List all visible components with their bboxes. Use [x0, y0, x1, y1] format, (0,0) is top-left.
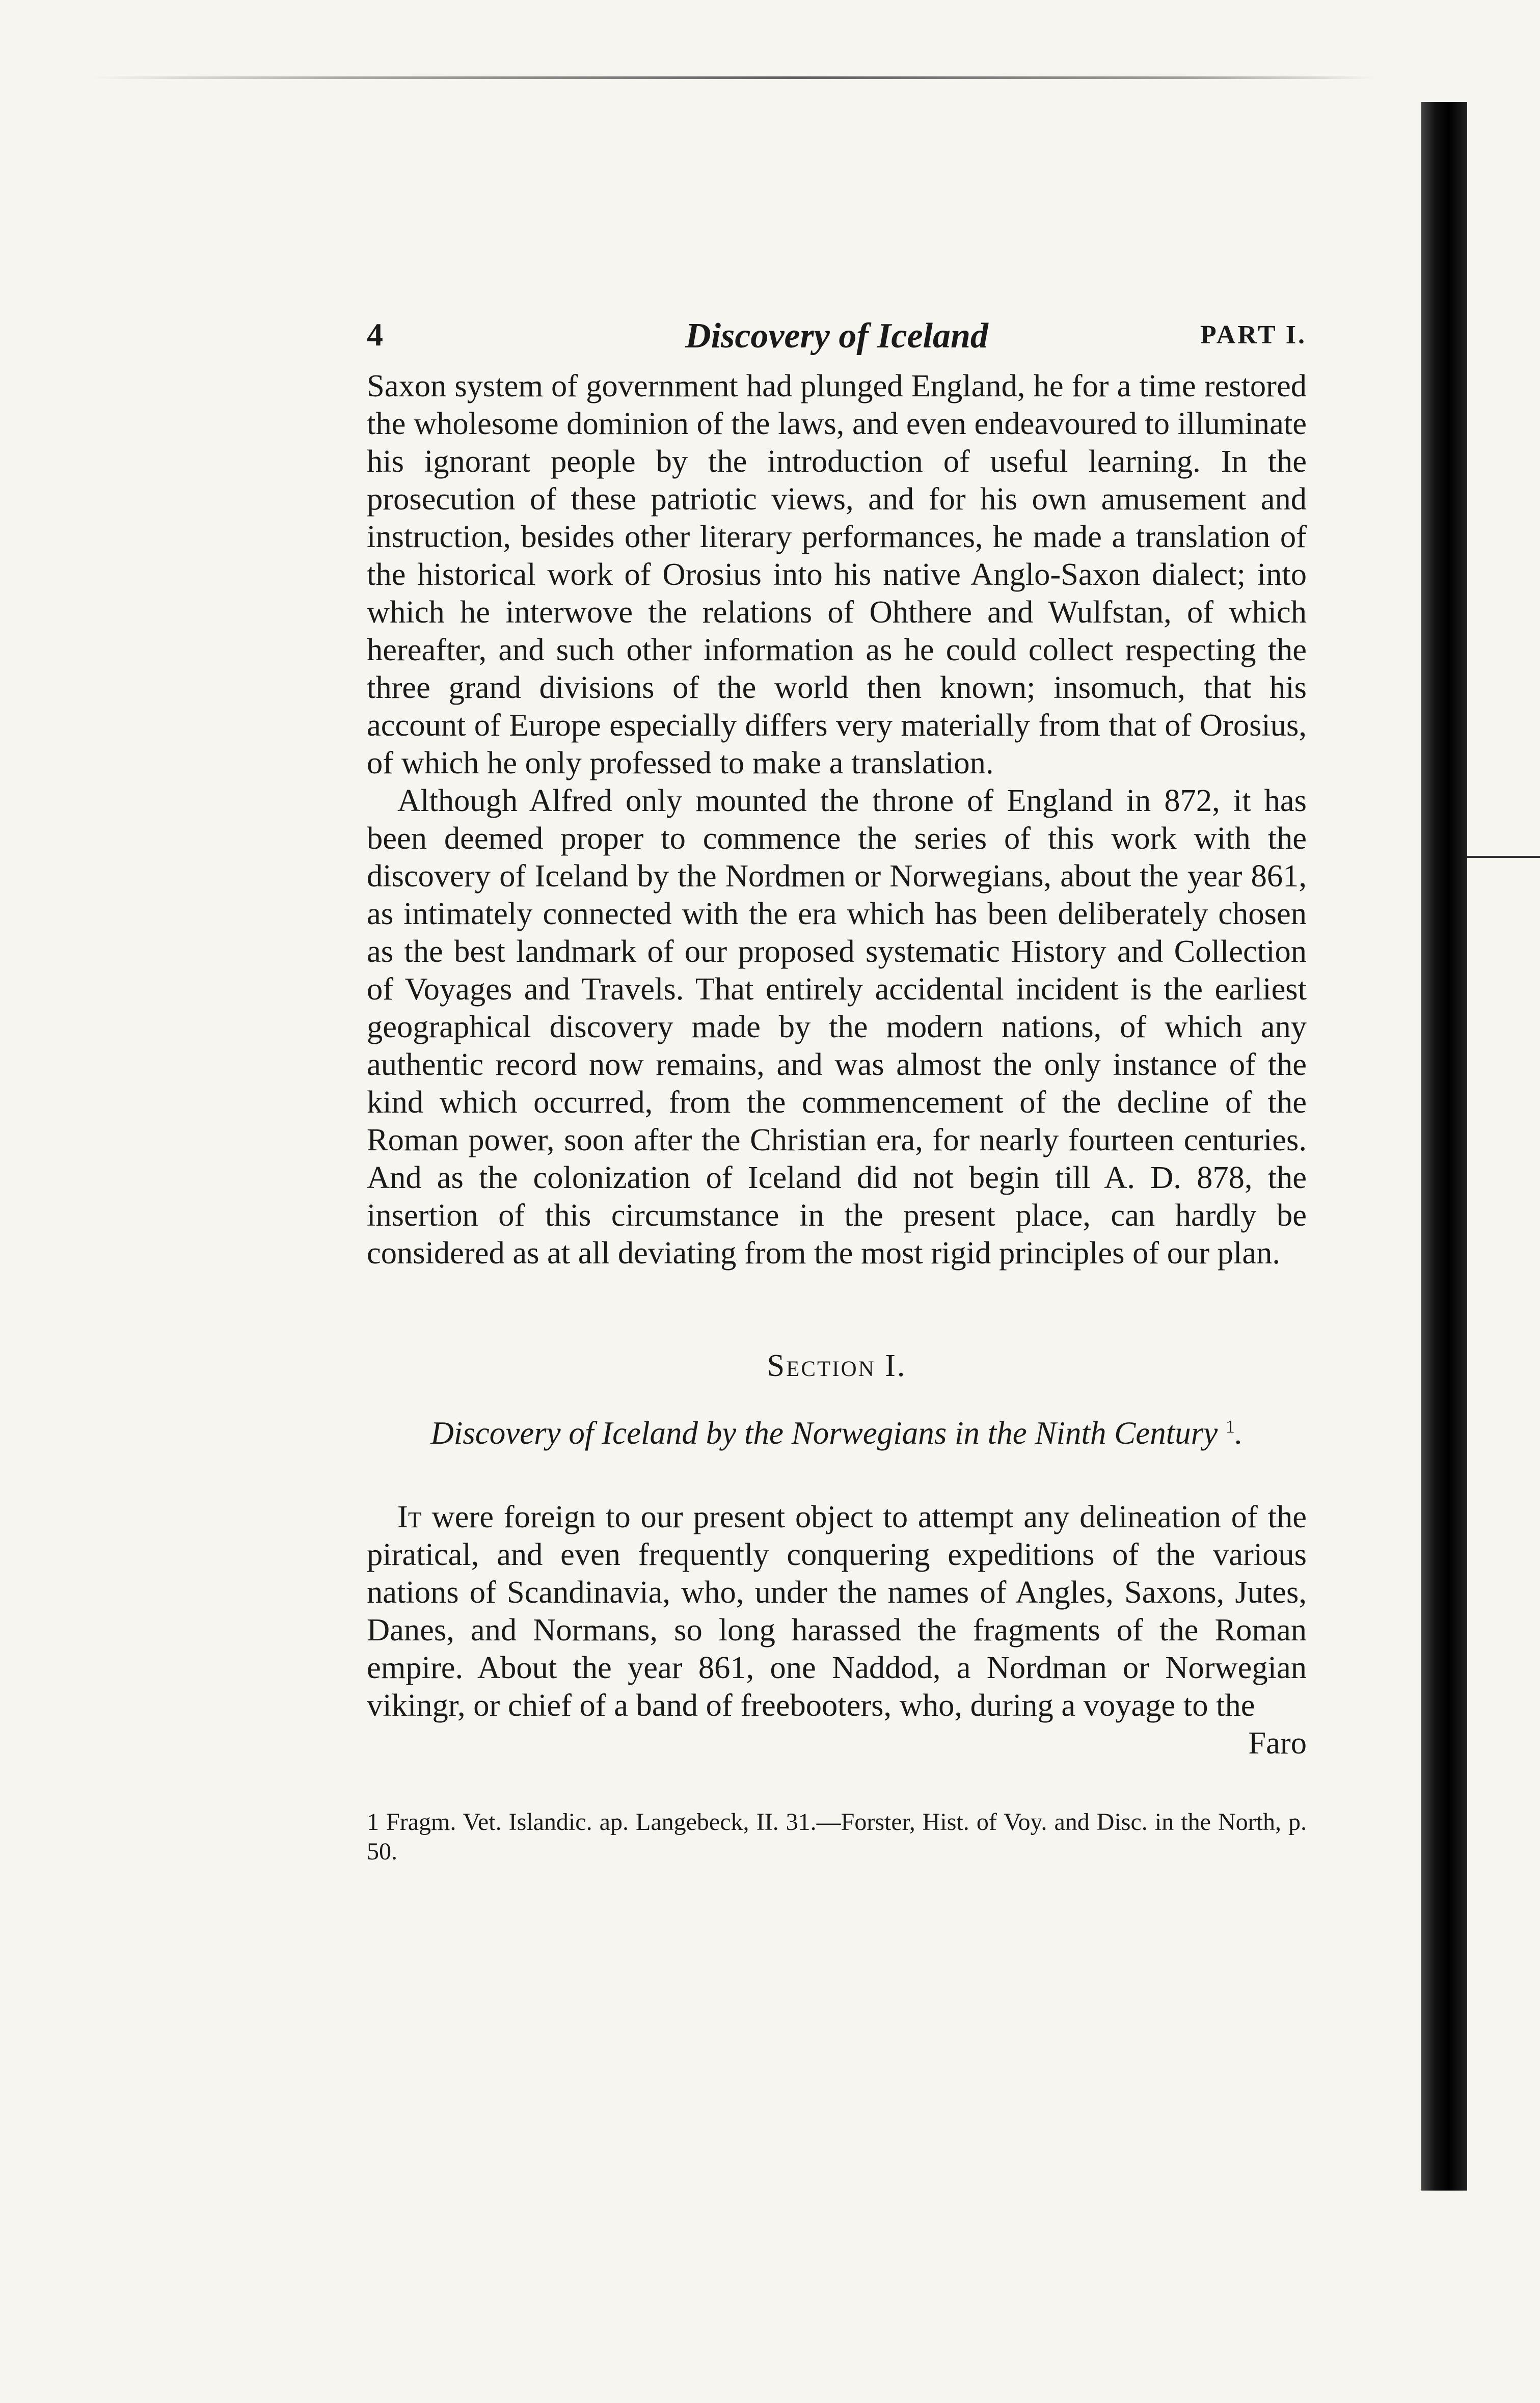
catchword: Faro: [1248, 1725, 1307, 1761]
footnote: 1 Fragm. Vet. Islandic. ap. Langebeck, II. 31.—Forster, Hist. of Voy. and Disc. in the North, p. 50.: [367, 1808, 1307, 1865]
section-subtitle-text: Discovery of Iceland by the Norwegians in the Ninth Century: [430, 1415, 1218, 1451]
paragraph-continuation: Saxon system of government had plunged England, he for a time restored the wholesome dominion of the laws, and even endeavoured to illuminate his ignorant people by the introduction of useful learning. In the prosecution of these patriotic views, and for his own amusement and instruction, besides other literary performances, he made a translation of the historical work of Orosius into his native Anglo-Saxon dialect; into which he interwove the relations of Ohthere and Wulfstan, of which hereafter, and such other information as he could collect respecting the three grand divisions of the world then known; insomuch, that his account of Europe especially differs very materially from that of Orosius, of which he only professed to make a translation.: [367, 368, 1307, 780]
section-body: [367, 1498, 1307, 1762]
page-number: 4: [367, 316, 383, 353]
paragraph-alfred: Although Alfred only mounted the throne of England in 872, it has been deemed proper to commence the series of this work with the discovery of Iceland by the Nordmen or Norwegians, about the year 861, as intimately connected with the era which has been deliberately chosen as the best landmark of our proposed systematic History and Collection of Voyages and Travels. That entirely accidental incident is the earliest geographical discovery made by the modern nations, of which any authentic record now remains, and was almost the only instance of the kind which occurred, from the commencement of the decline of the Roman power, soon after the Christian era, for nearly fourteen centuries. And as the colonization of Iceland did not begin till A. D. 878, the insertion of this circumstance in the present place, can hardly be considered as at all deviating from the most rigid principles of our plan.: [367, 782, 1307, 1271]
page-fold-mark: [1467, 856, 1540, 858]
section-paragraph-text: were foreign to our present object to attempt any delineation of the piratical, and even frequently conquering expeditions of the various nations of Scandinavia, who, under the names of Angles, Saxons, Jutes, Danes, and Normans, so long harassed the fragments of the Roman empire. About the year 861, one Naddod, a Nordman or Norwegian vikingr, or chief of a band of freebooters, who, during a voyage to the: [367, 1499, 1307, 1723]
book-page: [367, 306, 1307, 1867]
book-gutter-shadow: [1421, 102, 1467, 2191]
section-heading: Section I.: [767, 1348, 907, 1383]
paragraph-section-one: [367, 1498, 1307, 1724]
scan-top-edge: [92, 76, 1375, 79]
section-first-word: It: [397, 1499, 422, 1534]
subtitle-period: .: [1234, 1415, 1243, 1451]
footnote-reference: 1: [1225, 1416, 1235, 1437]
main-text: [367, 367, 1307, 1272]
section-subtitle: [367, 1415, 1307, 1452]
running-header: [367, 306, 1307, 367]
part-label: PART I.: [1200, 320, 1307, 349]
running-title: Discovery of Iceland: [685, 316, 988, 356]
